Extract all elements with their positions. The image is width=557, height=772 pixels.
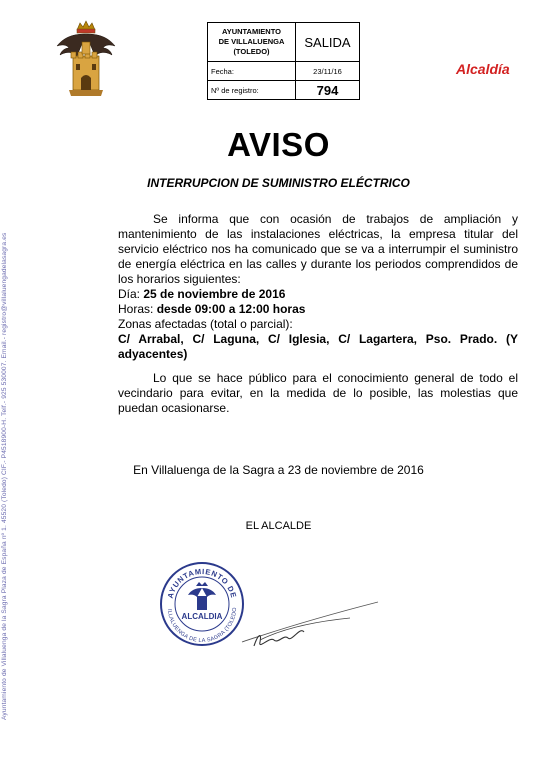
seal-bottom-text: ILLALUENGA DE LA SAGRA (TOLEDO bbox=[166, 607, 239, 645]
notice-paragraph-2 bbox=[118, 371, 518, 416]
outage-hours bbox=[118, 302, 518, 317]
alcaldia-label: Alcaldía bbox=[456, 61, 510, 77]
paragraph-1-text: Se informa que con ocasión de trabajos de ampliación y mantenimiento de las instalaciones eléctricas, la empresa titular del servicio eléctrico nos ha comunicado que se va a interrumpir el suministro de energía eléctrica en las calles y durante los periodos comprendidos de los horarios siguientes: bbox=[118, 212, 518, 286]
registry-number-value: 794 bbox=[295, 81, 359, 100]
outage-day-label: Día: bbox=[118, 287, 144, 301]
notice-title: AVISO bbox=[227, 126, 330, 163]
registry-org-line3: (TOLEDO) bbox=[233, 47, 270, 56]
outage-zones-label: Zonas afectadas (total o parcial): bbox=[118, 317, 293, 331]
registry-date-label: Fecha: bbox=[208, 62, 296, 81]
registry-type: SALIDA bbox=[295, 23, 359, 62]
outage-zones-value: C/ Arrabal, C/ Laguna, C/ Iglesia, C/ Lagartera, Pso. Prado. (Y adyacentes) bbox=[118, 332, 518, 361]
outage-day-value: 25 de noviembre de 2016 bbox=[143, 287, 286, 301]
coat-of-arms-icon bbox=[55, 20, 117, 98]
registry-organization bbox=[208, 23, 296, 62]
registry-stamp bbox=[207, 22, 360, 100]
notice-subtitle: INTERRUPCION DE SUMINISTRO ELÉCTRICO bbox=[147, 176, 410, 190]
registry-org-line1: AYUNTAMIENTO bbox=[221, 27, 282, 36]
side-address-text: Ayuntamiento de Villaluenga de la Sagra Plaza de España nº 1. 45520 (Toledo) CIF.- P4518900-H. Telf.- 925 530007. Email.- registro@villaluengadelasagra.es bbox=[1, 232, 8, 720]
seal-top-text: AYUNTAMIENTO DE bbox=[165, 566, 239, 600]
signature-icon bbox=[240, 596, 380, 652]
signatory-title: EL ALCALDE bbox=[245, 520, 312, 532]
official-seal-icon bbox=[158, 560, 246, 648]
seal-center-text: ALCALDIA bbox=[181, 612, 223, 621]
outage-details bbox=[118, 287, 518, 362]
outage-hours-value: desde 09:00 a 12:00 horas bbox=[156, 302, 306, 316]
registry-number-label: Nº de registro: bbox=[208, 81, 296, 100]
outage-day bbox=[118, 287, 518, 302]
notice-paragraph-1 bbox=[118, 212, 518, 287]
signing-date-line: En Villaluenga de la Sagra a 23 de noviembre de 2016 bbox=[133, 463, 424, 477]
outage-hours-label: Horas: bbox=[118, 302, 157, 316]
paragraph-2-text: Lo que se hace público para el conocimiento general de todo el vecindario para evitar, en la medida de lo posible, las molestias que puedan ocasionarse. bbox=[118, 371, 518, 415]
registry-date-value: 23/11/16 bbox=[295, 62, 359, 81]
registry-org-line2: DE VILLALUENGA bbox=[218, 37, 285, 46]
